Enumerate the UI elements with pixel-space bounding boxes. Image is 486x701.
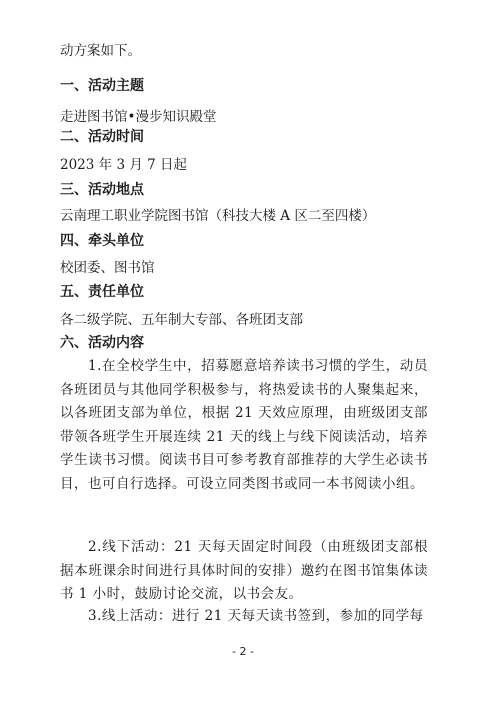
section-body-location: 云南理工职业学院图书馆（科技大楼 A 区二至四楼） xyxy=(60,208,376,224)
intro-text: 动方案如下。 xyxy=(60,43,141,59)
section-heading-time: 二、活动时间 xyxy=(60,129,144,145)
content-paragraph-3: 3.线上活动：进行 21 天每天读书签到，参加的同学每 xyxy=(88,608,424,624)
page-number: - 2 - xyxy=(232,645,254,658)
section-body-lead-unit: 校团委、图书馆 xyxy=(60,260,155,276)
section-heading-theme: 一、活动主题 xyxy=(60,78,144,94)
section-heading-lead-unit: 四、牵头单位 xyxy=(60,233,144,249)
section-body-theme: 走进图书馆•漫步知识殿堂 xyxy=(60,109,217,125)
section-heading-content: 六、活动内容 xyxy=(60,335,144,351)
section-body-responsible-unit: 各二级学院、五年制大专部、各班团支部 xyxy=(60,312,303,328)
section-body-time: 2023 年 3 月 7 日起 xyxy=(60,157,187,173)
content-paragraph-1: 1.在全校学生中，招募愿意培养读书习惯的学生，动员各班团员与其他同学积极参与，将热爱读书的人聚集起来，以各班团支部为单位，根据 21 天效应原理，由班级团支部带领各班学生开展连续 21 天的线上与线下阅读活动，培养学生读书习惯。阅读书目可参考教育部推荐的大学生必读书目，也可自行选择。可设立同类图书或同一本书阅读小组。 xyxy=(60,358,428,492)
content-paragraph-2: 2.线下活动：21 天每天固定时间段（由班级团支部根据本班课余时间进行具体时间的安排）邀约在图书馆集体读书 1 小时，鼓励讨论交流，以书会友。 xyxy=(60,539,428,602)
section-heading-responsible-unit: 五、责任单位 xyxy=(60,284,144,300)
section-heading-location: 三、活动地点 xyxy=(60,182,144,198)
